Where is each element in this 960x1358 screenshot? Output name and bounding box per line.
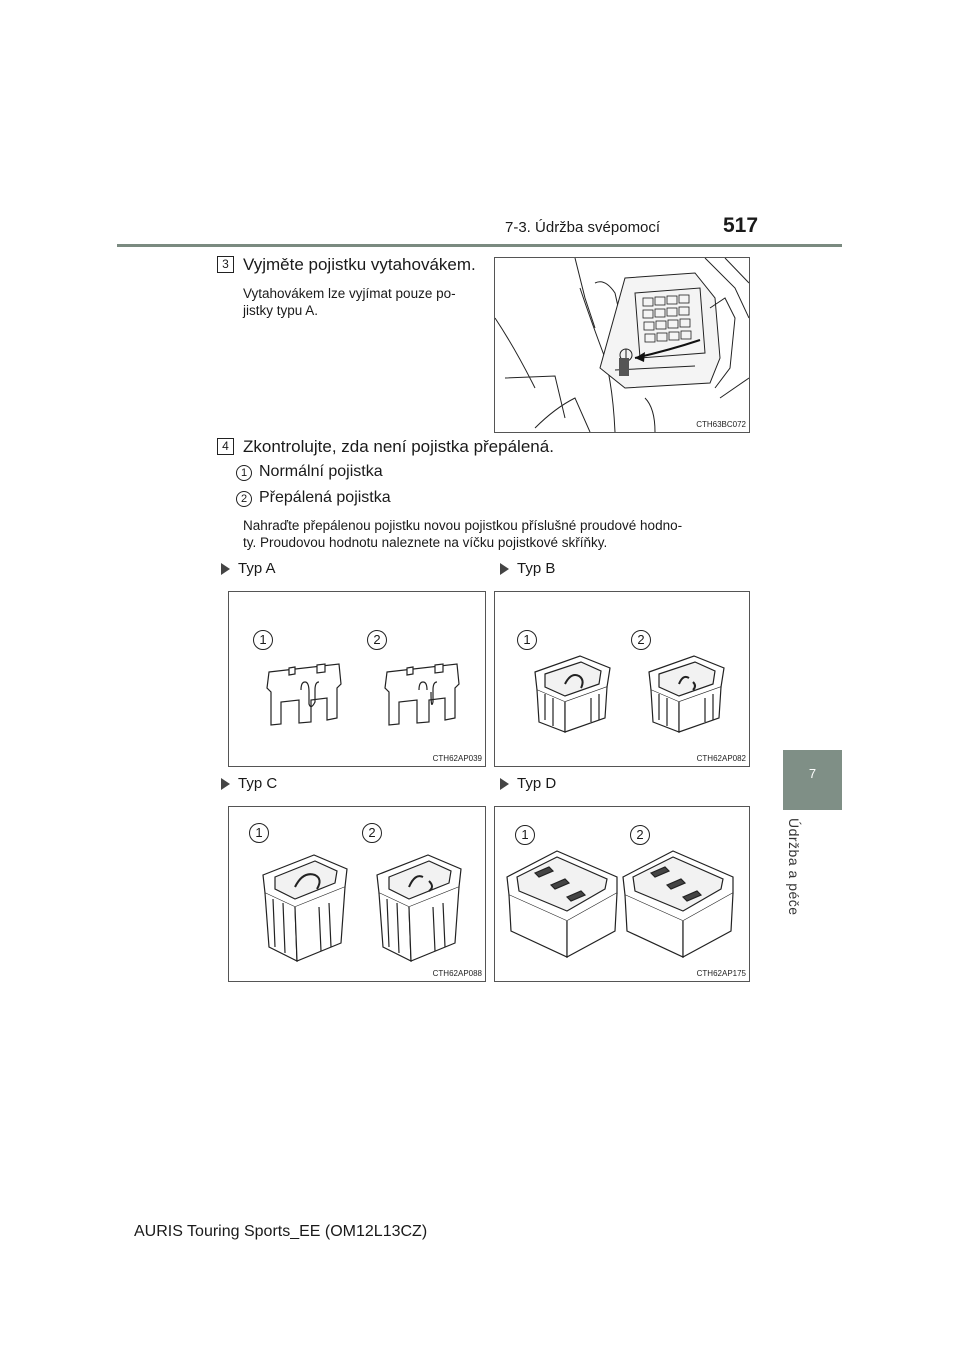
type-a-label — [221, 560, 276, 577]
figure-code-type-d: CTH62AP175 — [696, 969, 746, 978]
fuse-box-drawing — [495, 258, 749, 432]
type-a-normal-marker: 1 — [253, 630, 273, 650]
figure-code-step-3: CTH63BC072 — [696, 420, 746, 429]
step-4-note — [243, 517, 753, 551]
type-c-fuse-drawing — [229, 807, 485, 981]
triangle-bullet-icon — [500, 563, 509, 575]
fuse-type-d-figure — [494, 806, 750, 982]
type-a-label-text: Typ A — [238, 560, 276, 577]
step-3-title: Vyjměte pojistku vytahovákem. — [243, 255, 476, 274]
step-4-note-line-2: ty. Proudovou hodnotu naleznete na víčku pojistkové skříňky. — [243, 535, 608, 550]
footer-model: AURIS Touring Sports_EE (OM12L13CZ) — [134, 1223, 428, 1240]
step-3-note-line-1: Vytahovákem lze vyjímat pouze po- — [243, 286, 456, 301]
item-1-label: Normální pojistka — [259, 463, 383, 480]
item-2-marker: 2 — [236, 491, 252, 507]
type-a-blown-marker: 2 — [367, 630, 387, 650]
step-4-marker: 4 — [217, 438, 234, 455]
type-d-fuse-drawing — [495, 807, 749, 981]
step-3-note-line-2: jistky typu A. — [243, 303, 319, 318]
chapter-label-text: Údržba a péče — [786, 818, 802, 916]
type-d-normal-marker: 1 — [515, 825, 535, 845]
figure-code-type-c: CTH62AP088 — [432, 969, 482, 978]
triangle-bullet-icon — [221, 778, 230, 790]
triangle-bullet-icon — [500, 778, 509, 790]
triangle-bullet-icon — [221, 563, 230, 575]
type-d-label-text: Typ D — [517, 775, 557, 792]
type-c-normal-marker: 1 — [249, 823, 269, 843]
figure-code-type-a: CTH62AP039 — [432, 754, 482, 763]
fuse-type-b-figure — [494, 591, 750, 767]
type-b-normal-marker: 1 — [517, 630, 537, 650]
fuse-type-a-figure — [228, 591, 486, 767]
step-3-note — [243, 285, 488, 319]
section-title: 7-3. Údržba svépomocí — [505, 219, 661, 236]
step-4-note-line-1: Nahraďte přepálenou pojistku novou pojistkou příslušné proudové hodno- — [243, 518, 683, 533]
fuse-puller-illustration — [494, 257, 750, 433]
type-b-label — [500, 560, 555, 577]
figure-code-type-b: CTH62AP082 — [696, 754, 746, 763]
type-d-label — [500, 775, 556, 792]
type-c-label — [221, 775, 277, 792]
page-number: 517 — [723, 214, 759, 237]
type-b-blown-marker: 2 — [631, 630, 651, 650]
header-divider — [117, 244, 842, 247]
step-3-marker: 3 — [217, 256, 234, 273]
type-b-label-text: Typ B — [517, 560, 556, 577]
type-a-fuse-drawing — [229, 592, 485, 766]
item-2-label: Přepálená pojistka — [259, 489, 391, 506]
chapter-number: 7 — [808, 766, 817, 781]
type-d-blown-marker: 2 — [630, 825, 650, 845]
chapter-label — [786, 818, 810, 928]
fuse-type-c-figure — [228, 806, 486, 982]
chapter-tab — [783, 750, 842, 810]
type-c-label-text: Typ C — [238, 775, 278, 792]
type-b-fuse-drawing — [495, 592, 749, 766]
item-1-marker: 1 — [236, 465, 252, 481]
step-4-title: Zkontrolujte, zda není pojistka přepálená. — [243, 437, 554, 456]
type-c-blown-marker: 2 — [362, 823, 382, 843]
